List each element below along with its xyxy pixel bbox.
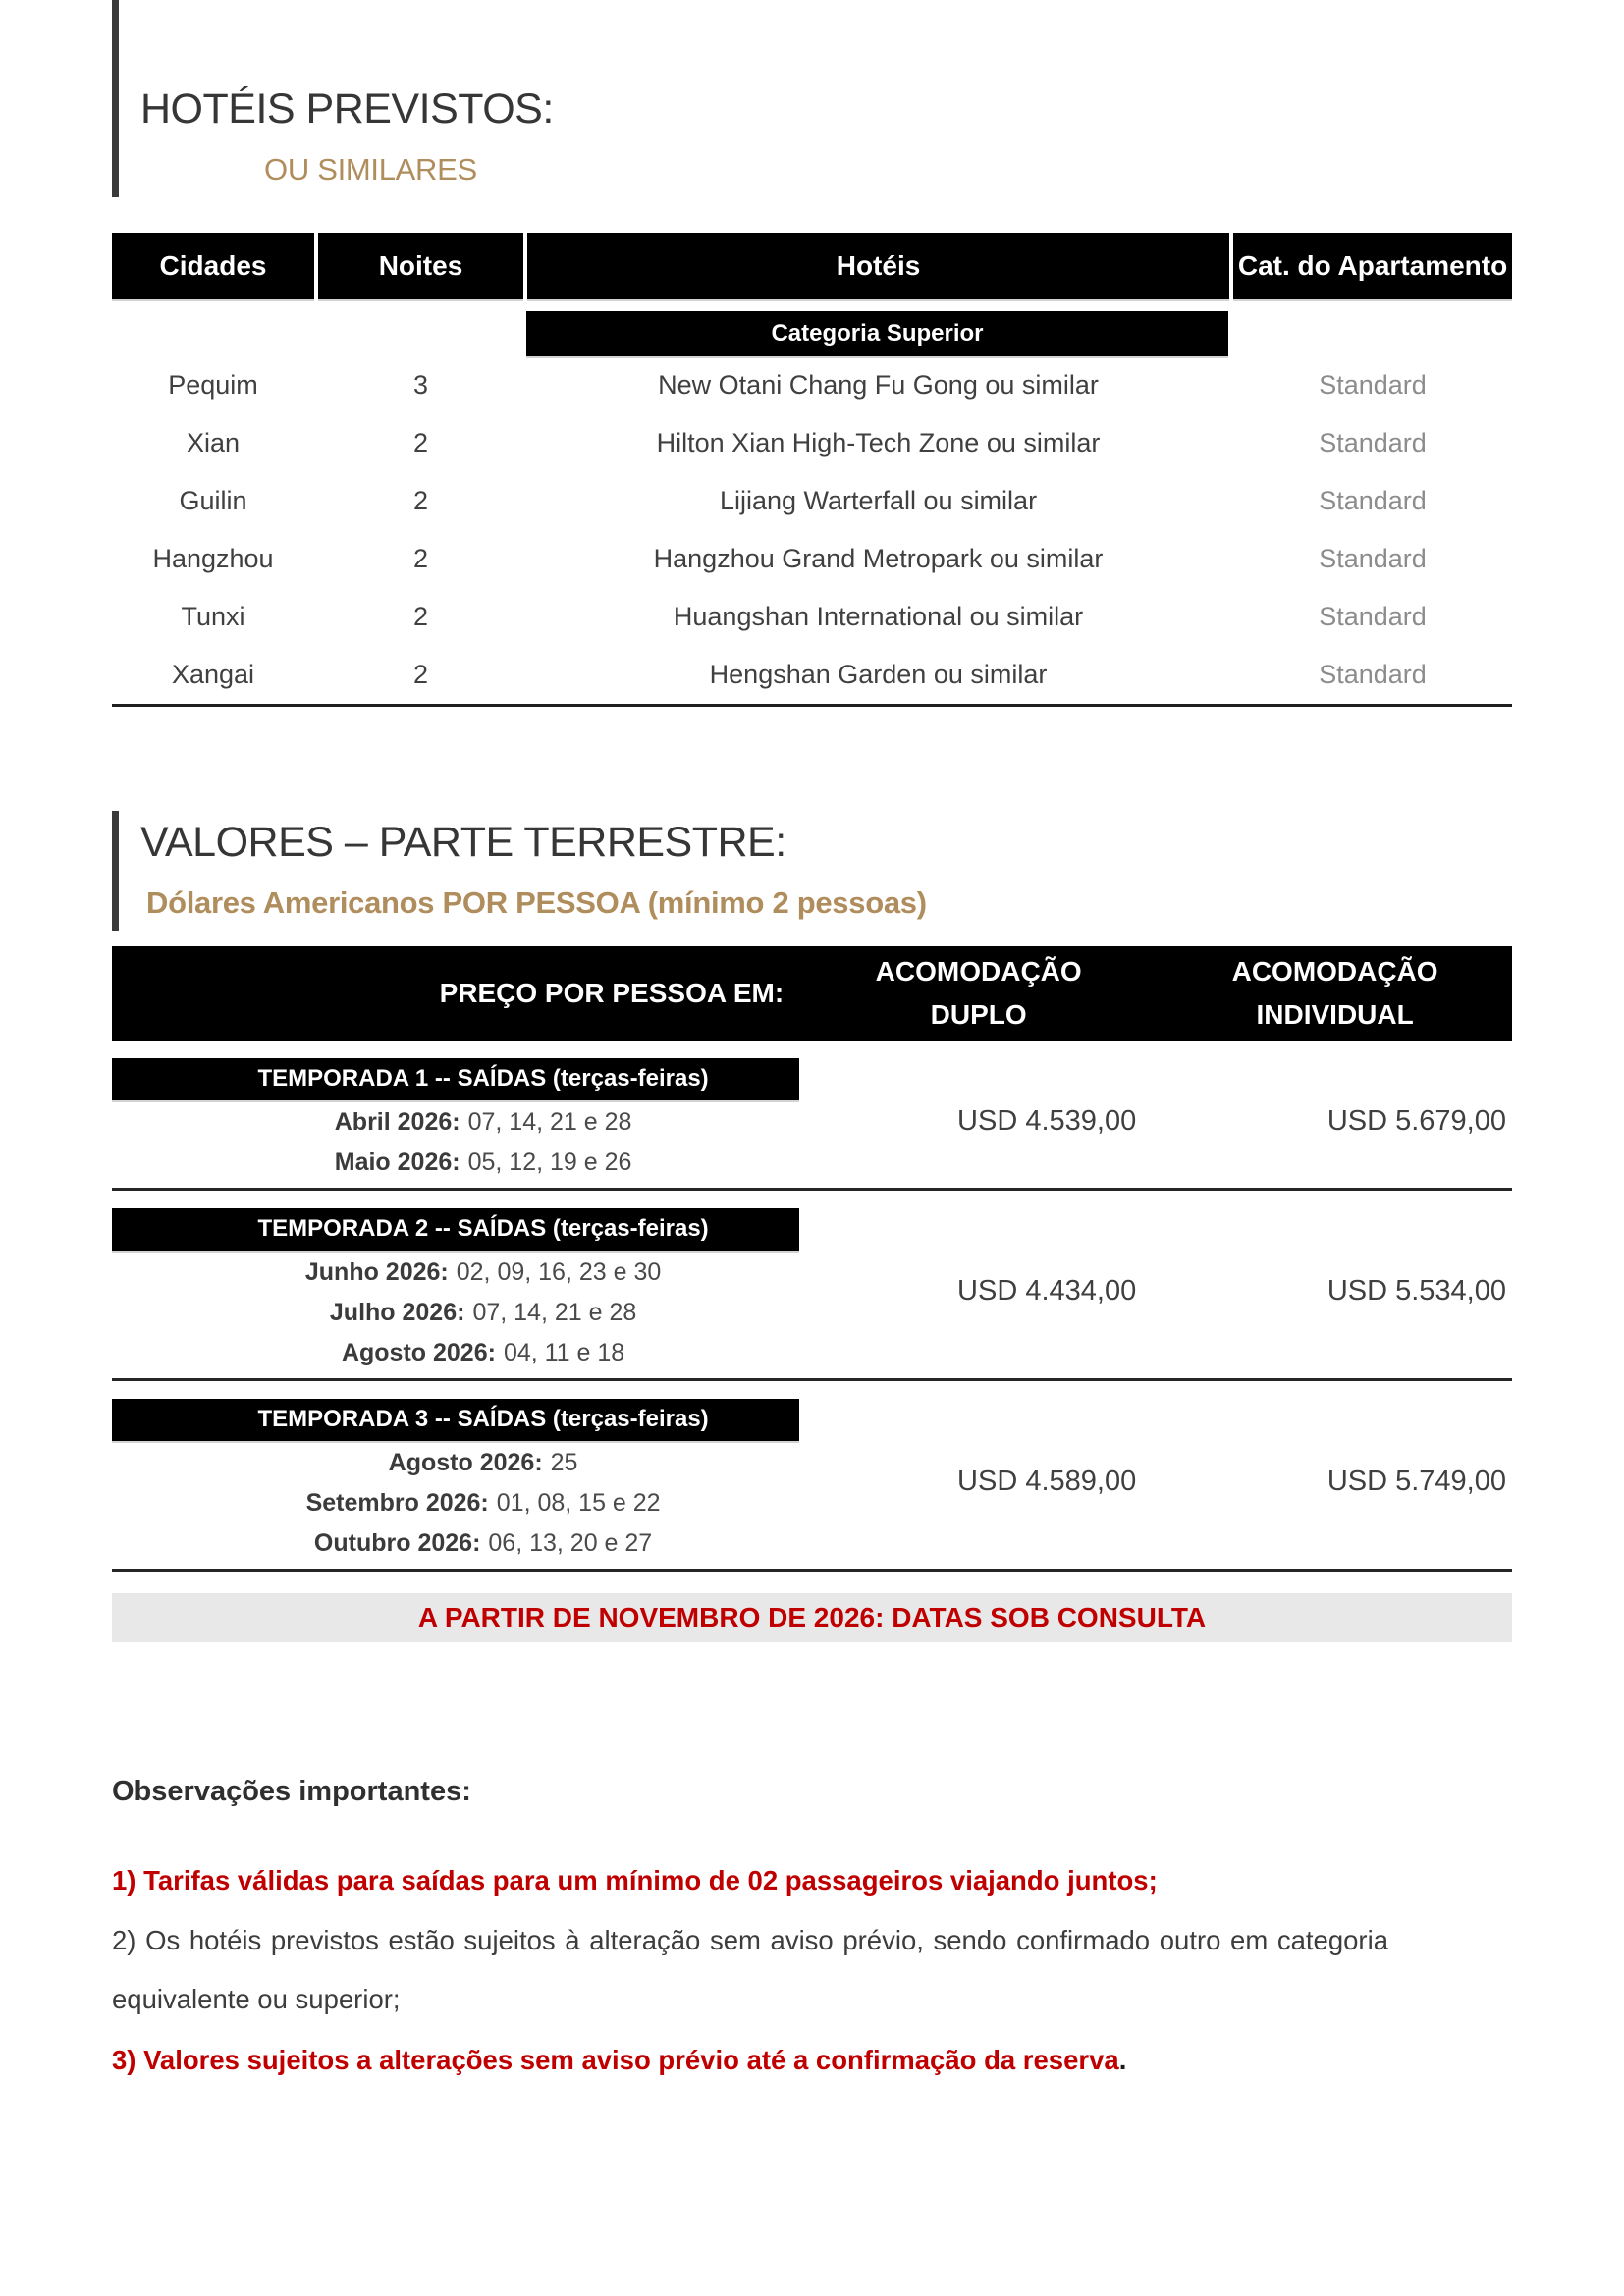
season-3-left	[112, 1399, 799, 1566]
hotels-section-header	[112, 0, 1512, 197]
header-cell-cidades: Cidades	[112, 233, 314, 299]
category-cell: Standard	[1319, 485, 1427, 515]
season-1-left	[112, 1058, 799, 1185]
category-cell: Standard	[1319, 601, 1427, 631]
month-label: Maio 2026:	[334, 1148, 460, 1176]
hotels-table	[112, 233, 1512, 707]
table-row	[112, 588, 1512, 646]
hotels-table-body	[112, 356, 1512, 707]
category-banner: Categoria Superior	[526, 311, 1228, 356]
price-per-person-label: PREÇO POR PESSOA EM:	[439, 977, 785, 1008]
date-line	[167, 1293, 799, 1333]
hotel-cell: Hilton Xian High-Tech Zone ou similar	[656, 427, 1101, 457]
hotels-section-title: HOTÉIS PREVISTOS:	[140, 85, 554, 133]
hotel-cell: New Otani Chang Fu Gong ou similar	[658, 369, 1099, 400]
nights-cell: 2	[412, 601, 429, 631]
season-1-dates	[112, 1100, 799, 1185]
date-line	[167, 1253, 799, 1293]
double-price: USD 4.434,00	[957, 1275, 1137, 1307]
month-label: Julho 2026:	[329, 1298, 465, 1326]
page-content	[112, 0, 1512, 2091]
month-days: 02, 09, 16, 23 e 30	[456, 1257, 662, 1286]
city-cell: Hangzhou	[152, 543, 274, 573]
table-row	[112, 356, 1512, 414]
nights-cell: 3	[412, 369, 429, 400]
month-label: Outubro 2026:	[313, 1528, 481, 1557]
observations-title: Observações importantes:	[112, 1775, 471, 1807]
hotels-table-header-row	[112, 233, 1512, 299]
season-block-1	[112, 1058, 1512, 1191]
month-label: Abril 2026:	[334, 1107, 460, 1136]
double-price: USD 4.589,00	[957, 1466, 1137, 1497]
header-single-line2: INDIVIDUAL	[1256, 998, 1414, 1030]
city-cell: Xian	[187, 427, 241, 457]
season-1-title-bar: TEMPORADA 1 -- SAÍDAS (terças-feiras)	[112, 1058, 799, 1100]
header-cell-apartamento: Cat. do Apartamento	[1233, 233, 1512, 299]
season-3-title-bar: TEMPORADA 3 -- SAÍDAS (terças-feiras)	[112, 1399, 799, 1441]
table-row	[112, 472, 1512, 530]
season-block-3	[112, 1399, 1512, 1572]
season-2-left	[112, 1208, 799, 1375]
observations-section	[112, 1776, 1512, 2091]
observations-list	[112, 1849, 1512, 2091]
month-days: 25	[550, 1448, 578, 1476]
nights-cell: 2	[412, 485, 429, 515]
date-line	[167, 1102, 799, 1143]
month-days: 04, 11 e 18	[503, 1338, 625, 1366]
pricing-header-row	[112, 946, 1512, 1041]
header-double-line1: ACOMODAÇÃO	[875, 956, 1082, 988]
header-cell-noites: Noites	[318, 233, 523, 299]
observation-item-3-period: .	[1118, 2044, 1127, 2075]
values-section-header	[112, 811, 1512, 931]
hotel-cell: Hangzhou Grand Metropark ou similar	[653, 543, 1104, 573]
date-line	[167, 1483, 799, 1523]
nights-cell: 2	[412, 543, 429, 573]
date-line	[167, 1443, 799, 1483]
month-label: Setembro 2026:	[305, 1488, 489, 1517]
nights-cell: 2	[412, 427, 429, 457]
month-days: 07, 14, 21 e 28	[472, 1298, 637, 1326]
single-price: USD 5.534,00	[1326, 1275, 1506, 1307]
date-line	[167, 1333, 799, 1373]
category-cell: Standard	[1319, 543, 1427, 573]
category-cell: Standard	[1319, 659, 1427, 689]
observation-item-1: 1) Tarifas válidas para saídas para um mínimo de 02 passageiros viajando juntos;	[112, 1864, 1158, 1896]
month-days: 06, 13, 20 e 27	[488, 1528, 653, 1557]
values-section-title: VALORES – PARTE TERRESTRE:	[140, 818, 786, 866]
category-cell: Standard	[1319, 369, 1427, 400]
hotels-section-subtitle: OU SIMILARES	[264, 151, 477, 187]
city-cell: Tunxi	[181, 601, 245, 631]
date-line	[167, 1523, 799, 1564]
season-block-2	[112, 1208, 1512, 1381]
observation-item-3	[112, 2029, 1512, 2091]
month-days: 07, 14, 21 e 28	[467, 1107, 632, 1136]
season-3-dates	[112, 1441, 799, 1566]
city-cell: Guilin	[179, 485, 247, 515]
table-row	[112, 414, 1512, 472]
observation-item-2: 2) Os hotéis previstos estão sujeitos à alteração sem aviso prévio, sendo confirmado outro em categoria equivalente ou superior;	[112, 1924, 1388, 2014]
observation-item-3-text: 3) Valores sujeitos a alterações sem aviso prévio até a confirmação da reserva	[112, 2044, 1119, 2075]
nights-cell: 2	[412, 659, 429, 689]
values-section-subtitle: Dólares Americanos POR PESSOA (mínimo 2 pessoas)	[146, 884, 927, 920]
pricing-table	[112, 946, 1512, 1642]
month-label: Agosto 2026:	[388, 1448, 543, 1476]
table-row	[112, 530, 1512, 588]
season-2-title-bar: TEMPORADA 2 -- SAÍDAS (terças-feiras)	[112, 1208, 799, 1251]
single-price: USD 5.749,00	[1326, 1466, 1506, 1497]
header-double-occupancy	[799, 946, 1158, 1041]
month-label: Agosto 2026:	[341, 1338, 496, 1366]
city-cell: Pequim	[168, 369, 258, 400]
city-cell: Xangai	[171, 659, 255, 689]
header-single-occupancy	[1158, 946, 1512, 1041]
double-price: USD 4.539,00	[957, 1104, 1137, 1137]
category-cell: Standard	[1319, 427, 1427, 457]
table-row	[112, 646, 1512, 704]
hotel-cell: Lijiang Warterfall ou similar	[719, 485, 1038, 515]
date-line	[167, 1143, 799, 1183]
single-price: USD 5.679,00	[1326, 1104, 1506, 1137]
month-label: Junho 2026:	[304, 1257, 449, 1286]
hotel-cell: Huangshan International ou similar	[673, 601, 1084, 631]
month-days: 05, 12, 19 e 26	[467, 1148, 632, 1176]
consultation-notice-banner: A PARTIR DE NOVEMBRO DE 2026: DATAS SOB CONSULTA	[112, 1593, 1512, 1642]
header-cell-hoteis: Hotéis	[527, 233, 1229, 299]
header-double-line2: DUPLO	[930, 998, 1027, 1030]
header-single-line1: ACOMODAÇÃO	[1231, 956, 1438, 988]
month-days: 01, 08, 15 e 22	[496, 1488, 661, 1517]
season-2-dates	[112, 1251, 799, 1375]
hotel-cell: Hengshan Garden ou similar	[709, 659, 1048, 689]
